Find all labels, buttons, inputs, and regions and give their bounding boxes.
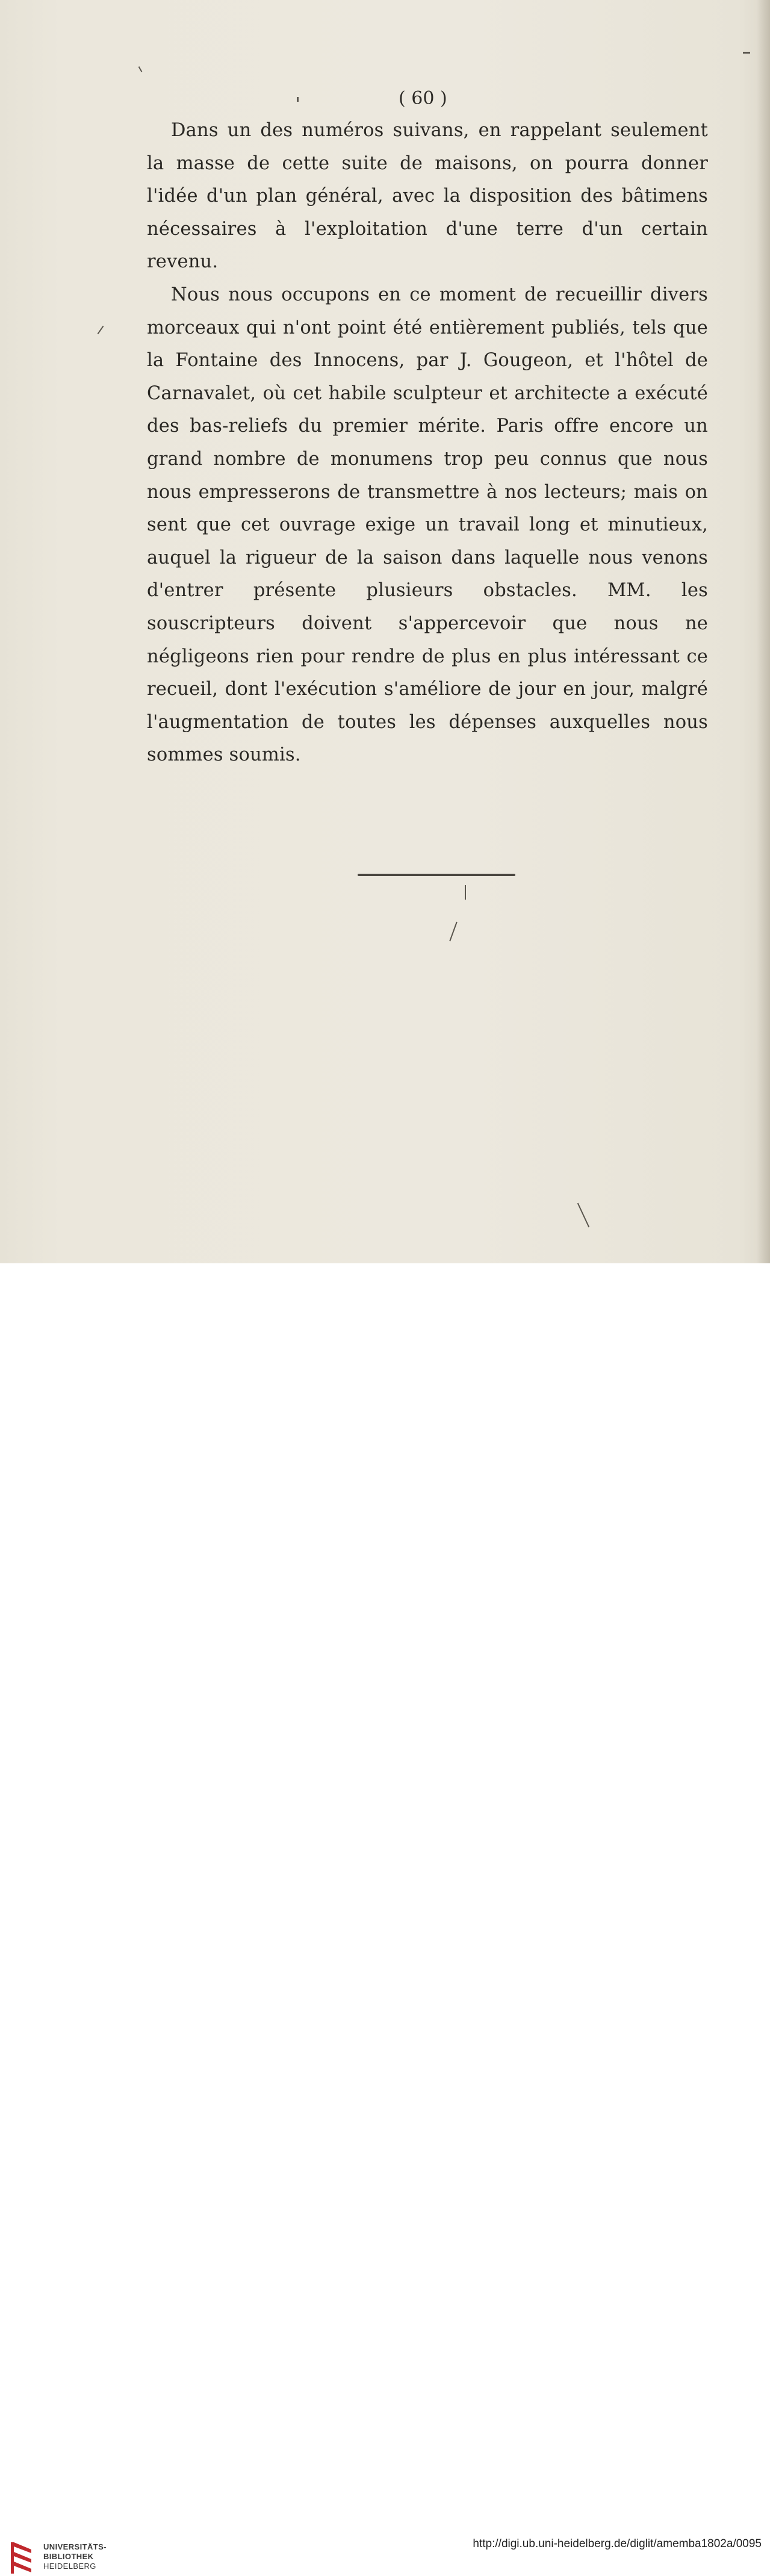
university-library-logo-icon <box>8 2539 35 2576</box>
institution-line-3: HEIDELBERG <box>43 2562 96 2571</box>
scan-speck <box>297 97 299 102</box>
body-text <box>147 114 708 772</box>
institution-line-1: UNIVERSITÄTS- <box>43 2542 107 2551</box>
scan-speck <box>743 52 750 54</box>
scan-speck <box>138 66 143 72</box>
institution-line-2: BIBLIOTHEK <box>43 2552 94 2561</box>
scan-speck <box>449 922 458 942</box>
footer-bar <box>0 1263 770 2571</box>
institution-name <box>43 2542 107 2571</box>
scan-speck <box>577 1203 589 1228</box>
source-url-link[interactable]: http://digi.ub.uni-heidelberg.de/diglit/amemba1802a/0095 <box>473 2537 762 2550</box>
scanned-page <box>0 0 770 1263</box>
page-number: ( 60 ) <box>399 88 447 109</box>
paragraph-1: Dans un des numéros suivans, en rappelant seulement la masse de cette suite de maisons, on pourra donner l'idée d'un plan général, avec la disposition des bâtimens nécessaires à l'exploitation d'une terre d'un certain revenu. <box>147 120 708 273</box>
section-divider-rule <box>358 874 515 876</box>
paragraph-2: Nous nous occupons en ce moment de recueillir divers morceaux qui n'ont point été entièrement publiés, tels que la Fontaine des Innocens, par J. Gougeon, et l'hôtel de Carnavalet, où cet habile sculpteur et architecte a exécuté des bas-reliefs du premier mérite. Paris offre encore un grand nombre de monumens trop peu connus que nous nous empresserons de transmettre à nos lecteurs; mais on sent que cet ouvrage exige un travail long et minutieux, auquel la rigueur de la saison dans laquelle nous venons d'entrer présente plusieurs obstacles. MM. les souscripteurs doivent s'appercevoir que nous ne négligeons rien pour rendre de plus en plus intéressant ce recueil, dont l'exécution s'améliore de jour en jour, malgré l'augmentation de toutes les dépenses auxquelles nous sommes soumis. <box>147 284 708 766</box>
scan-speck <box>465 885 466 900</box>
scan-speck <box>98 326 104 334</box>
